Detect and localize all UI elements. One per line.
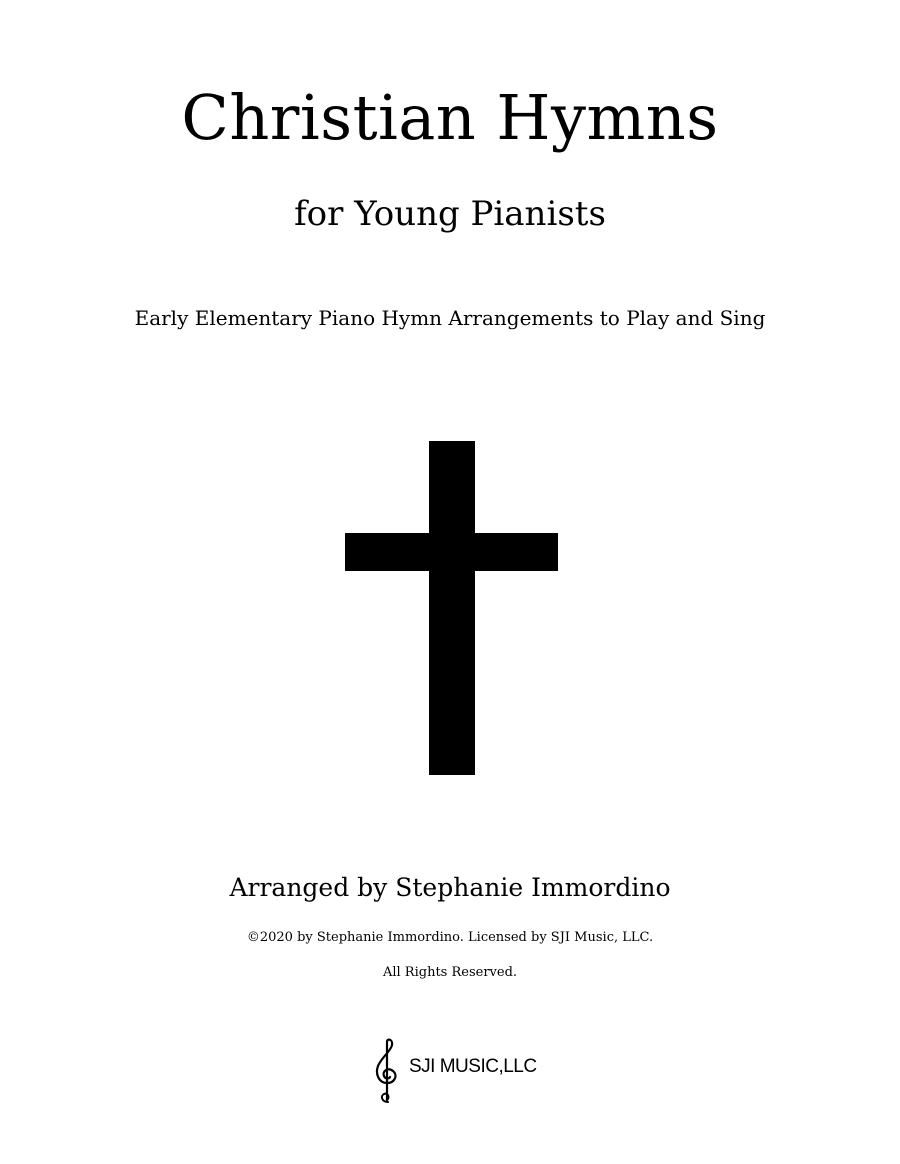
page-subtitle: for Young Pianists <box>294 194 606 234</box>
cross-icon <box>345 441 558 775</box>
publisher-logo <box>372 1036 537 1108</box>
treble-clef-icon <box>372 1036 402 1106</box>
page-title: Christian Hymns <box>181 81 719 154</box>
cross-vertical-bar <box>429 441 475 775</box>
arranger-credit: Arranged by Stephanie Immordino <box>229 873 671 902</box>
cross-horizontal-bar <box>345 533 558 571</box>
publisher-logo-text: SJI MUSIC,LLC <box>409 1056 537 1077</box>
copyright-notice: ©2020 by Stephanie Immordino. Licensed by SJI Music, LLC. <box>246 930 654 945</box>
rights-notice: All Rights Reserved. <box>382 965 518 980</box>
tagline: Early Elementary Piano Hymn Arrangements to Play and Sing <box>134 306 766 330</box>
